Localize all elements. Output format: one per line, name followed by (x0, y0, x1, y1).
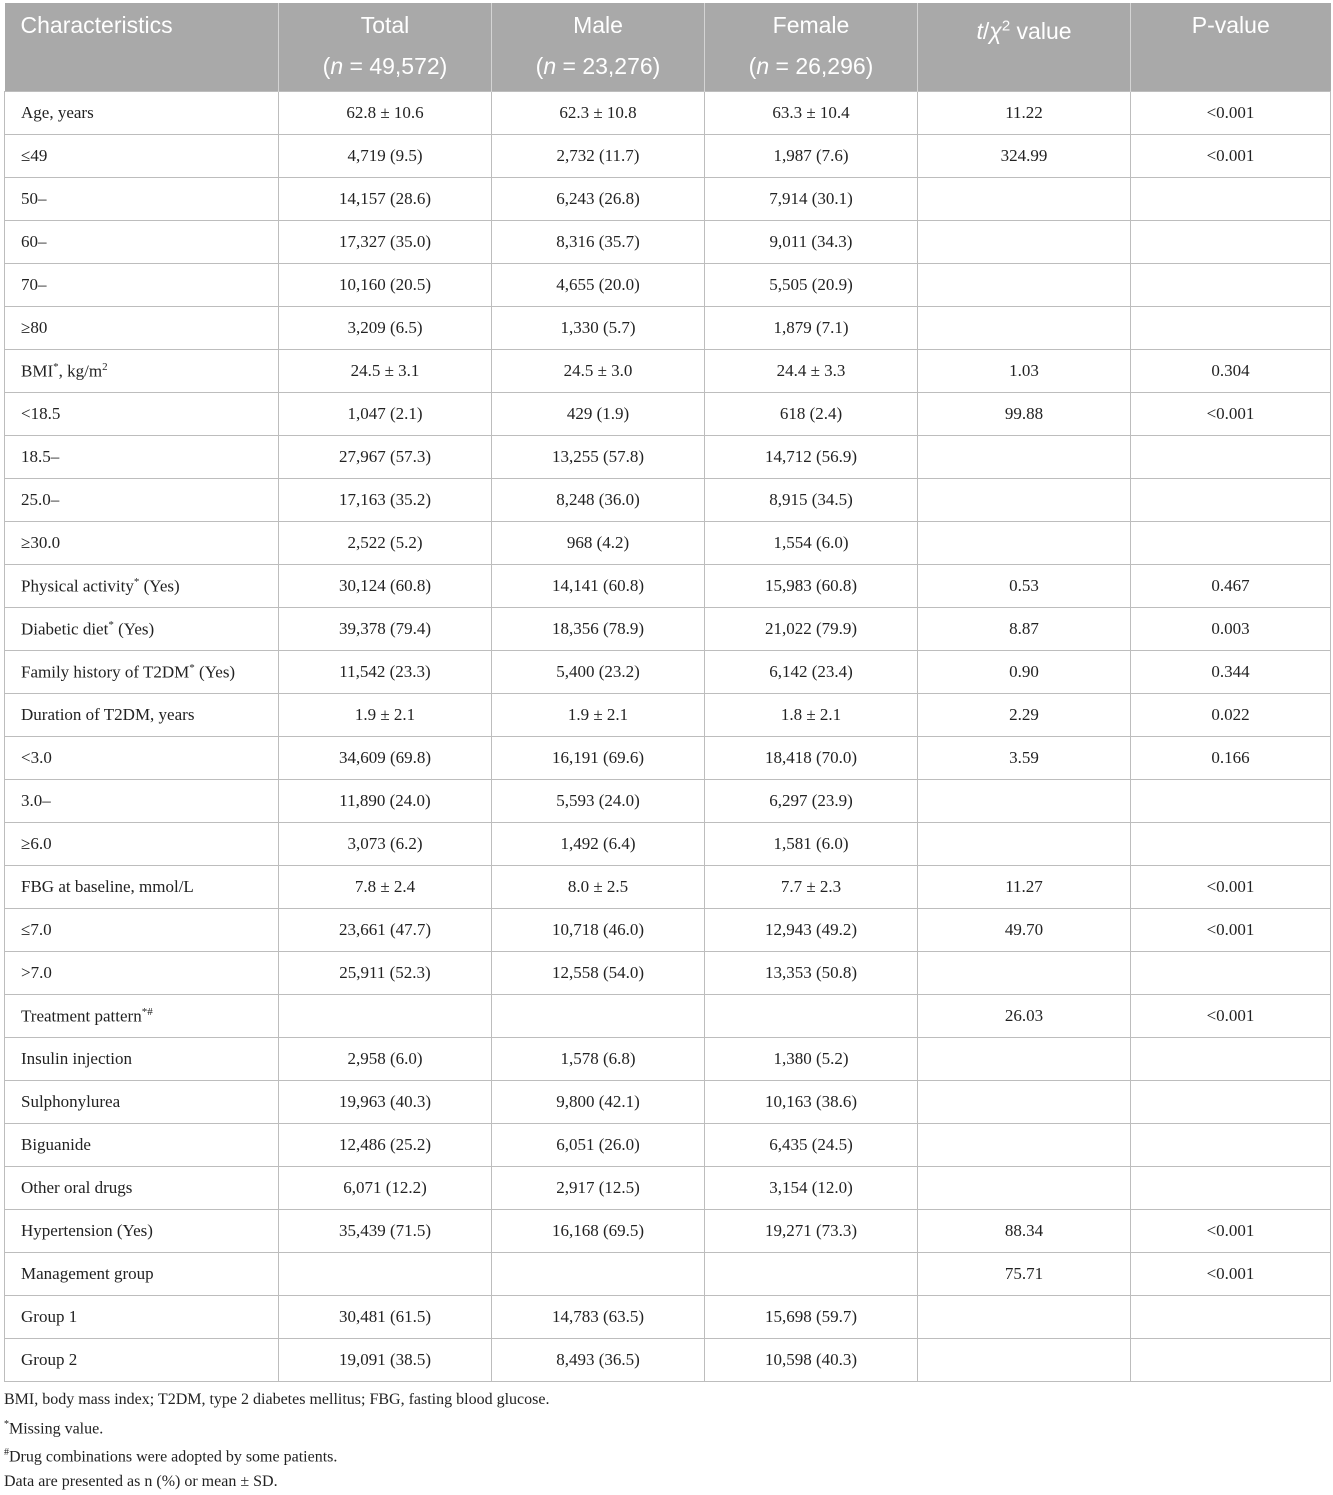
row-label: Duration of T2DM, years (5, 694, 279, 737)
row-label: Hypertension (Yes) (5, 1210, 279, 1253)
table-row (5, 1296, 1331, 1339)
table-cell: 11,542 (23.3) (279, 651, 492, 694)
table-cell (1131, 1339, 1331, 1382)
table-cell (918, 307, 1131, 350)
table-row (5, 1081, 1331, 1124)
row-label: Treatment pattern*# (5, 995, 279, 1038)
table-cell (705, 1253, 918, 1296)
table-cell: 13,255 (57.8) (492, 436, 705, 479)
column-header (705, 3, 918, 92)
table-cell: 88.34 (918, 1210, 1131, 1253)
table-container (4, 3, 1330, 1382)
table-cell: 0.003 (1131, 608, 1331, 651)
table-cell: 968 (4.2) (492, 522, 705, 565)
column-header (5, 3, 279, 92)
table-cell: <0.001 (1131, 909, 1331, 952)
table-cell: 6,243 (26.8) (492, 178, 705, 221)
table-cell: 16,191 (69.6) (492, 737, 705, 780)
table-cell: 16,168 (69.5) (492, 1210, 705, 1253)
table-cell: 0.90 (918, 651, 1131, 694)
table-cell: 429 (1.9) (492, 393, 705, 436)
table-cell: 0.344 (1131, 651, 1331, 694)
table-cell: 5,593 (24.0) (492, 780, 705, 823)
table-cell: 1,047 (2.1) (279, 393, 492, 436)
table-cell: 62.3 ± 10.8 (492, 92, 705, 135)
table-footnotes (4, 1388, 549, 1495)
table-cell (918, 780, 1131, 823)
table-cell (918, 221, 1131, 264)
table-cell (492, 1253, 705, 1296)
table-cell: 10,598 (40.3) (705, 1339, 918, 1382)
table-cell: 1.9 ± 2.1 (279, 694, 492, 737)
table-cell (1131, 952, 1331, 995)
table-row (5, 436, 1331, 479)
table-cell: 1,987 (7.6) (705, 135, 918, 178)
table-cell: 30,481 (61.5) (279, 1296, 492, 1339)
table-row (5, 1210, 1331, 1253)
table-cell (918, 1296, 1131, 1339)
table-cell: 12,943 (49.2) (705, 909, 918, 952)
table-cell (492, 995, 705, 1038)
table-cell (1131, 780, 1331, 823)
column-header-label: Male (573, 12, 623, 38)
table-cell: 39,378 (79.4) (279, 608, 492, 651)
table-cell: 9,011 (34.3) (705, 221, 918, 264)
table-cell: 1,578 (6.8) (492, 1038, 705, 1081)
table-cell: 618 (2.4) (705, 393, 918, 436)
row-label: Group 2 (5, 1339, 279, 1382)
table-cell: 14,141 (60.8) (492, 565, 705, 608)
table-cell: 4,719 (9.5) (279, 135, 492, 178)
table-cell: <0.001 (1131, 1253, 1331, 1296)
row-label: Biguanide (5, 1124, 279, 1167)
table-cell: 0.467 (1131, 565, 1331, 608)
table-cell: 7.8 ± 2.4 (279, 866, 492, 909)
table-row (5, 221, 1331, 264)
column-header-label: P-value (1191, 12, 1270, 38)
table-row (5, 565, 1331, 608)
table-cell: 6,142 (23.4) (705, 651, 918, 694)
table-cell: 18,356 (78.9) (492, 608, 705, 651)
row-label: <18.5 (5, 393, 279, 436)
table-cell: 11,890 (24.0) (279, 780, 492, 823)
table-row (5, 651, 1331, 694)
table-cell: <0.001 (1131, 393, 1331, 436)
table-cell: 1,581 (6.0) (705, 823, 918, 866)
row-label: Family history of T2DM* (Yes) (5, 651, 279, 694)
table-cell: 1,879 (7.1) (705, 307, 918, 350)
table-cell: 7,914 (30.1) (705, 178, 918, 221)
table-cell (279, 1253, 492, 1296)
row-label: Group 1 (5, 1296, 279, 1339)
table-cell: <0.001 (1131, 92, 1331, 135)
table-cell (1131, 264, 1331, 307)
column-header-label: Characteristics (20, 12, 173, 38)
table-cell: 26.03 (918, 995, 1131, 1038)
table-cell: 21,022 (79.9) (705, 608, 918, 651)
table-cell (1131, 479, 1331, 522)
table-cell (1131, 178, 1331, 221)
table-row (5, 1124, 1331, 1167)
table-row (5, 780, 1331, 823)
table-cell: 5,400 (23.2) (492, 651, 705, 694)
table-row (5, 1038, 1331, 1081)
table-cell: 2,917 (12.5) (492, 1167, 705, 1210)
table-cell: 11.22 (918, 92, 1131, 135)
table-cell: 4,655 (20.0) (492, 264, 705, 307)
table-row (5, 1167, 1331, 1210)
table-cell: 0.53 (918, 565, 1131, 608)
table-cell: 6,051 (26.0) (492, 1124, 705, 1167)
table-cell: 0.304 (1131, 350, 1331, 393)
table-cell: 1,492 (6.4) (492, 823, 705, 866)
table-cell: 23,661 (47.7) (279, 909, 492, 952)
table-cell: 14,783 (63.5) (492, 1296, 705, 1339)
table-row (5, 307, 1331, 350)
table-cell: 1,554 (6.0) (705, 522, 918, 565)
table-cell: 15,983 (60.8) (705, 565, 918, 608)
row-label: FBG at baseline, mmol/L (5, 866, 279, 909)
table-cell: 8,316 (35.7) (492, 221, 705, 264)
row-label: 70– (5, 264, 279, 307)
table-cell: <0.001 (1131, 866, 1331, 909)
table-cell (1131, 1124, 1331, 1167)
table-row (5, 866, 1331, 909)
table-cell (1131, 221, 1331, 264)
table-cell: 49.70 (918, 909, 1131, 952)
table-cell: 1,380 (5.2) (705, 1038, 918, 1081)
table-row (5, 995, 1331, 1038)
table-cell: 30,124 (60.8) (279, 565, 492, 608)
table-cell: 0.022 (1131, 694, 1331, 737)
table-cell: 19,091 (38.5) (279, 1339, 492, 1382)
table-cell (918, 1167, 1131, 1210)
row-label: Other oral drugs (5, 1167, 279, 1210)
row-label: 25.0– (5, 479, 279, 522)
table-row (5, 909, 1331, 952)
table-cell: 12,558 (54.0) (492, 952, 705, 995)
table-cell: 1.8 ± 2.1 (705, 694, 918, 737)
row-label: Age, years (5, 92, 279, 135)
row-label: 60– (5, 221, 279, 264)
footnote: Data are presented as n (%) or mean ± SD. (4, 1473, 278, 1491)
row-label: Physical activity* (Yes) (5, 565, 279, 608)
row-label: ≥6.0 (5, 823, 279, 866)
column-header-label: $t/\chi^2$ value (976, 17, 1072, 44)
table-row (5, 479, 1331, 522)
table-cell: 27,967 (57.3) (279, 436, 492, 479)
table-cell: 8.0 ± 2.5 (492, 866, 705, 909)
table-cell: 11.27 (918, 866, 1131, 909)
table-cell: <0.001 (1131, 995, 1331, 1038)
column-header-label: Total (360, 12, 410, 38)
table-cell (918, 479, 1131, 522)
table-cell (918, 1038, 1131, 1081)
row-label: 3.0– (5, 780, 279, 823)
table-cell: 1.03 (918, 350, 1131, 393)
table-cell: 8,493 (36.5) (492, 1339, 705, 1382)
table-cell: 24.5 ± 3.1 (279, 350, 492, 393)
table-cell: 8,248 (36.0) (492, 479, 705, 522)
table-row (5, 135, 1331, 178)
row-label: Diabetic diet* (Yes) (5, 608, 279, 651)
table-cell: 6,071 (12.2) (279, 1167, 492, 1210)
table-cell: 3,154 (12.0) (705, 1167, 918, 1210)
table-row (5, 178, 1331, 221)
table-cell (918, 436, 1131, 479)
table-body (5, 92, 1331, 1382)
table-cell (918, 522, 1131, 565)
table-header (5, 3, 1331, 92)
table-cell (918, 264, 1131, 307)
table-cell: 2,522 (5.2) (279, 522, 492, 565)
row-label: ≤7.0 (5, 909, 279, 952)
table-cell: 99.88 (918, 393, 1131, 436)
table-row (5, 952, 1331, 995)
header-row (5, 3, 1331, 92)
column-header (492, 3, 705, 92)
table-row (5, 393, 1331, 436)
characteristics-table (4, 3, 1331, 1382)
table-cell (1131, 1167, 1331, 1210)
table-cell: 5,505 (20.9) (705, 264, 918, 307)
table-cell: 24.5 ± 3.0 (492, 350, 705, 393)
table-cell (918, 1124, 1131, 1167)
column-header-sublabel: (n = 49,572) (322, 53, 448, 79)
row-label: 18.5– (5, 436, 279, 479)
table-cell: 8.87 (918, 608, 1131, 651)
table-cell: 12,486 (25.2) (279, 1124, 492, 1167)
table-cell: 17,163 (35.2) (279, 479, 492, 522)
column-header-sublabel: (n = 26,296) (748, 53, 874, 79)
footnote: BMI, body mass index; T2DM, type 2 diabetes mellitus; FBG, fasting blood glucose. (4, 1391, 550, 1408)
table-cell: 3,073 (6.2) (279, 823, 492, 866)
footnote: *Missing value. (4, 1418, 104, 1437)
table-cell: 14,157 (28.6) (279, 178, 492, 221)
table-cell: 34,609 (69.8) (279, 737, 492, 780)
table-cell (1131, 1038, 1331, 1081)
table-cell: 25,911 (52.3) (279, 952, 492, 995)
table-row (5, 823, 1331, 866)
table-cell: 2.29 (918, 694, 1131, 737)
table-cell: 10,160 (20.5) (279, 264, 492, 307)
table-row (5, 1339, 1331, 1382)
table-cell: 2,958 (6.0) (279, 1038, 492, 1081)
row-label: ≥80 (5, 307, 279, 350)
table-cell: 6,297 (23.9) (705, 780, 918, 823)
table-cell: <0.001 (1131, 1210, 1331, 1253)
table-row (5, 737, 1331, 780)
table-cell (1131, 522, 1331, 565)
column-header-label: Female (772, 12, 850, 38)
row-label: BMI*, $kg/m^2$ (5, 350, 279, 393)
table-cell: 14,712 (56.9) (705, 436, 918, 479)
table-cell (918, 1081, 1131, 1124)
table-cell: 2,732 (11.7) (492, 135, 705, 178)
table-row (5, 522, 1331, 565)
table-cell: 18,418 (70.0) (705, 737, 918, 780)
table-row (5, 1253, 1331, 1296)
table-cell: <0.001 (1131, 135, 1331, 178)
table-cell: 63.3 ± 10.4 (705, 92, 918, 135)
table-cell: 10,163 (38.6) (705, 1081, 918, 1124)
table-cell (918, 952, 1131, 995)
table-cell: 8,915 (34.5) (705, 479, 918, 522)
table-cell: 3.59 (918, 737, 1131, 780)
table-cell: 17,327 (35.0) (279, 221, 492, 264)
table-cell (918, 823, 1131, 866)
table-cell: 3,209 (6.5) (279, 307, 492, 350)
table-cell: 24.4 ± 3.3 (705, 350, 918, 393)
table-cell (1131, 1296, 1331, 1339)
row-label: Management group (5, 1253, 279, 1296)
table-cell: 324.99 (918, 135, 1131, 178)
row-label: Sulphonylurea (5, 1081, 279, 1124)
table-cell (1131, 436, 1331, 479)
row-label: ≥30.0 (5, 522, 279, 565)
table-cell: 35,439 (71.5) (279, 1210, 492, 1253)
table-row (5, 92, 1331, 135)
table-cell: 75.71 (918, 1253, 1131, 1296)
table-cell: 9,800 (42.1) (492, 1081, 705, 1124)
table-row (5, 350, 1331, 393)
row-label: >7.0 (5, 952, 279, 995)
row-label: <3.0 (5, 737, 279, 780)
table-cell: 15,698 (59.7) (705, 1296, 918, 1339)
table-cell: 6,435 (24.5) (705, 1124, 918, 1167)
table-cell: 19,963 (40.3) (279, 1081, 492, 1124)
table-cell: 1.9 ± 2.1 (492, 694, 705, 737)
row-label: ≤49 (5, 135, 279, 178)
column-header (1131, 3, 1331, 92)
table-row (5, 608, 1331, 651)
table-cell (918, 178, 1131, 221)
table-cell: 0.166 (1131, 737, 1331, 780)
table-cell: 10,718 (46.0) (492, 909, 705, 952)
table-cell (279, 995, 492, 1038)
table-cell (705, 995, 918, 1038)
row-label: Insulin injection (5, 1038, 279, 1081)
table-cell: 13,353 (50.8) (705, 952, 918, 995)
table-cell: 1,330 (5.7) (492, 307, 705, 350)
table-row (5, 694, 1331, 737)
table-cell (918, 1339, 1131, 1382)
table-cell: 19,271 (73.3) (705, 1210, 918, 1253)
column-header-sublabel: (n = 23,276) (535, 53, 661, 79)
table-cell (1131, 1081, 1331, 1124)
column-header (279, 3, 492, 92)
table-cell (1131, 823, 1331, 866)
footnote: #Drug combinations were adopted by some patients. (4, 1447, 338, 1466)
table-row (5, 264, 1331, 307)
table-cell: 62.8 ± 10.6 (279, 92, 492, 135)
table-cell: 7.7 ± 2.3 (705, 866, 918, 909)
column-header (918, 3, 1131, 92)
row-label: 50– (5, 178, 279, 221)
table-cell (1131, 307, 1331, 350)
